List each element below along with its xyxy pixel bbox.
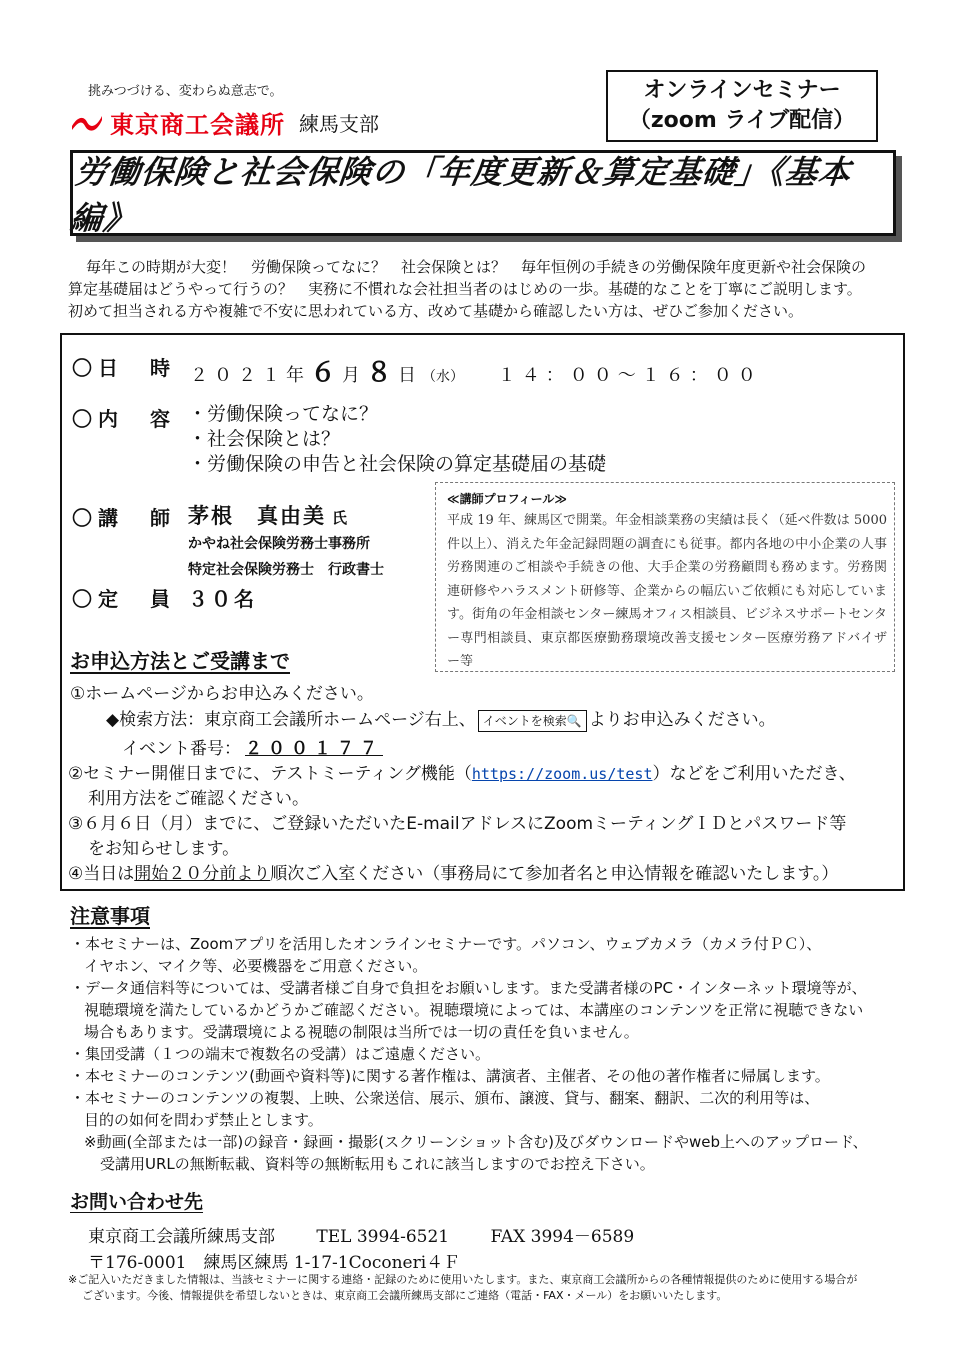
lecturer-label: 〇講 師 bbox=[72, 506, 176, 530]
step3-cont: をお知らせします。 bbox=[88, 839, 240, 859]
apply-step-4 bbox=[68, 862, 898, 887]
note-line: 目的の如何を問わず禁止とします。 bbox=[84, 1111, 323, 1129]
search-suffix: よりお申込みください。 bbox=[588, 710, 776, 730]
online-badge-line2: （zoom ライブ配信） bbox=[628, 108, 856, 133]
lecturer-name bbox=[188, 500, 349, 530]
online-badge-line1: オンラインセミナー bbox=[643, 78, 841, 103]
branch-name: 練馬支部 bbox=[299, 111, 379, 136]
contact-tel: TEL 3994-6521 bbox=[316, 1227, 450, 1247]
lecturer-qualifications: 特定社会保険労務士 行政書士 bbox=[188, 562, 384, 578]
event-search-button[interactable]: イベントを検索🔍 bbox=[478, 710, 587, 732]
contact-line bbox=[88, 1222, 670, 1247]
capacity-label: 〇定 員 bbox=[72, 587, 176, 611]
datetime-value bbox=[190, 352, 762, 389]
footnote-line: ※ご記入いただきました情報は、当該セミナーに関する連絡・記録のために使用いたします。また、東京商工会議所からの各種情報提供のために使用する場合が bbox=[68, 1273, 858, 1286]
profile-text: 平成 19 年、練馬区で開業。年金相談業務の実績は長く（延べ件数は 5000 件以上）、消えた年金記録問題の調査にも従事。都内各地の中小企業の人事労務関連のご相談や手続きの他、大手企業の労務顧問も務めます。労務関連研修やハラスメント研修等、企業からの幅広いご依頼にも対応しています。街角の年金相談センター練馬オフィス相談員、ビジネスサポートセンター専門相談員、東京都医療勤務環境改善支援センター医療労務アドバイザー等 bbox=[447, 513, 887, 669]
footnote bbox=[68, 1272, 908, 1304]
content-item: ・労働保険の申告と社会保険の算定基礎届の基礎 bbox=[188, 453, 607, 475]
capacity-value: ３０名 bbox=[188, 587, 257, 611]
event-number: ２００１７７ bbox=[245, 739, 383, 759]
online-seminar-badge bbox=[606, 70, 878, 142]
search-prefix: ◆検索方法：東京商工会議所ホームページ右上、 bbox=[106, 710, 476, 730]
step2-pre: ②セミナー開催日までに、テストミーティング機能（ bbox=[68, 764, 472, 784]
contact-heading: お問い合わせ先 bbox=[70, 1191, 204, 1213]
logo bbox=[70, 106, 379, 138]
intro-line: 算定基礎届はどうやって行うの？ 実務に不慣れな会社担当者のはじめの一歩。基礎的なことを丁寧にご説明します。 bbox=[68, 280, 862, 298]
contact-org: 東京商工会議所練馬支部 bbox=[88, 1227, 275, 1247]
logo-mark-icon bbox=[70, 108, 104, 136]
lecturer-office: かやね社会保険労務士事務所 bbox=[188, 536, 370, 552]
intro bbox=[68, 256, 908, 322]
content-item: ・労働保険ってなに？ bbox=[188, 403, 379, 425]
title-box bbox=[70, 150, 896, 236]
note-line: ・本セミナーのコンテンツ(動画や資料等)に関する著作権は、講演者、主催者、その他の著作権者に帰属します。 bbox=[70, 1067, 830, 1085]
lecturer-name-text: 茅根 真由美 bbox=[188, 504, 326, 528]
apply-step-2 bbox=[68, 762, 898, 812]
date-year: ２０２１年 bbox=[190, 365, 310, 386]
org-name: 東京商工会議所 bbox=[110, 110, 285, 139]
note-line: イヤホン、マイク等、必要機器をご用意ください。 bbox=[84, 957, 428, 975]
step4-underline: 開始２０分前より bbox=[134, 864, 271, 884]
zoom-test-link[interactable]: https://zoom.us/test bbox=[471, 765, 653, 783]
lecturer-suffix: 氏 bbox=[332, 509, 350, 527]
intro-line: 初めて担当される方や複雑で不安に思われている方、改めて基礎から確認したい方は、ぜひご参加ください。 bbox=[68, 302, 804, 320]
date-month: ６ bbox=[310, 358, 343, 388]
date-month-unit: 月 bbox=[342, 365, 367, 386]
footnote-line: ございます。今後、情報提供を希望しないときは、東京商工会議所練馬支部にご連絡（電話・FAX・メール）をお願いいたします。 bbox=[82, 1289, 728, 1302]
date-weekday: （水） bbox=[422, 369, 465, 385]
step4-pre: ④当日は bbox=[68, 864, 135, 884]
search-method bbox=[106, 708, 776, 733]
step2-post: ）などをご利用いただき、 bbox=[652, 764, 856, 784]
page-title: 労働保険と社会保険の「年度更新＆算定基礎」《基本編》 bbox=[68, 153, 854, 237]
apply-step-1: ①ホームページからお申込みください。 bbox=[70, 684, 374, 704]
apply-heading: お申込方法とご受講まで bbox=[70, 649, 290, 673]
step3-text: ③６月６日（月）までに、ご登録いただいたE-mailアドレスにZoomミーティングＩＤとパスワード等 bbox=[68, 814, 847, 834]
tagline: 挑みつづける、変わらぬ意志で。 bbox=[88, 84, 283, 99]
note-line: 受講用URLの無断転載、資料等の無断転用もこれに該当しますのでお控え下さい。 bbox=[100, 1155, 655, 1173]
notes-list bbox=[70, 933, 900, 1175]
content-list bbox=[188, 402, 606, 477]
content-label: 〇内 容 bbox=[72, 407, 176, 431]
content-item: ・社会保険とは？ bbox=[188, 428, 341, 450]
apply-step-3 bbox=[68, 812, 898, 862]
note-line: ・本セミナーのコンテンツの複製、上映、公衆送信、展示、頒布、譲渡、貸与、翻案、翻訳、二次的利用等は、 bbox=[70, 1089, 820, 1107]
datetime-label: 〇日 時 bbox=[72, 356, 176, 380]
date-day: ８ bbox=[366, 358, 399, 388]
intro-line: 毎年この時期が大変！ 労働保険ってなに？ 社会保険とは？ 毎年恒例の手続きの労働保険年度更新や社会保険の bbox=[86, 258, 867, 276]
note-line: 視聴環境を満たしているかどうかご確認ください。視聴環境によっては、本講座のコンテンツを正常に視聴できない bbox=[84, 1001, 864, 1019]
time-range: １４：００～１６：００ bbox=[497, 365, 762, 386]
step2-cont: 利用方法をご確認ください。 bbox=[88, 789, 309, 809]
date-day-unit: 日 bbox=[398, 365, 423, 386]
note-line: ・データ通信料等については、受講者様ご自身で負担をお願いします。また受講者様のPC・インターネット環境等が、 bbox=[70, 979, 867, 997]
note-line: 場合もあります。受講環境による視聴の制限は当所では一切の責任を負いません。 bbox=[84, 1023, 639, 1041]
note-line: ・本セミナーは、Zoomアプリを活用したオンラインセミナーです。パソコン、ウェブカメラ（カメラ付ＰＣ）、 bbox=[70, 935, 822, 953]
event-number-row bbox=[122, 737, 383, 762]
profile-title: ≪講師プロフィール≫ bbox=[447, 492, 567, 506]
event-label: イベント番号： bbox=[122, 739, 241, 759]
note-line: ・集団受講（１つの端末で複数名の受講）はご遠慮ください。 bbox=[70, 1045, 491, 1063]
note-line: ※動画(全部または一部)の録音・録画・撮影(スクリーンショット含む)及びダウンロードやweb上へのアップロード、 bbox=[84, 1133, 868, 1151]
contact-address: 〒176-0001 練馬区練馬 1-17-1Coconeri４Ｆ bbox=[88, 1253, 461, 1273]
notes-heading: 注意事項 bbox=[70, 904, 150, 928]
contact-fax: FAX 3994－6589 bbox=[490, 1227, 635, 1247]
step4-post: 順次ご入室ください（事務局にて参加者名と申込情報を確認いたします。） bbox=[270, 864, 839, 884]
